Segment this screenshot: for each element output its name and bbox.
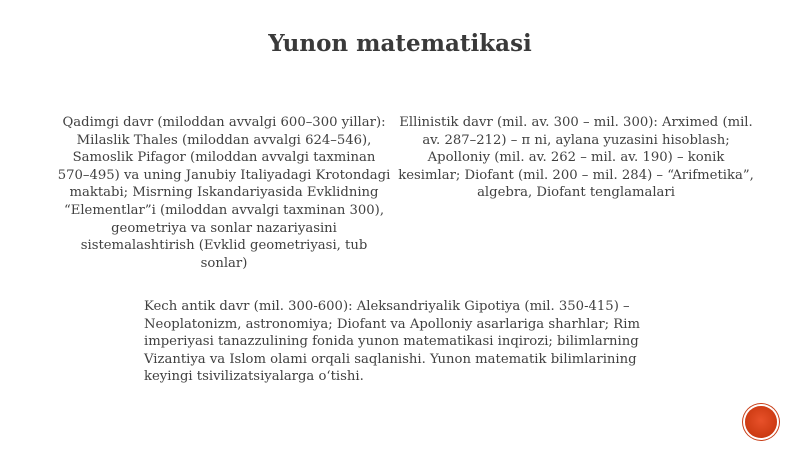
late-antiquity-text: Kech antik davr (mil. 300-600): Aleksandriyalik Gipotiya (mil. 350-415) – Neoplatonizm, astronomiya; Diofant va Apolloniy asarlariga sharhlar; Rim imperiyasi tanazzulining fonida yunon matematikasi inqirozi; bilimlarning Vizantiya va Islom olami orqali saqlanishi. Yunon matematik bilimlarining keyingi tsivilizatsiyalarga o‘tishi. [144,299,640,385]
ancient-period-text: Qadimgi davr (miloddan avvalgi 600–300 yillar): Milaslik Thales (miloddan avvalgi 624–546), Samoslik Pifagor (miloddan avvalgi taxminan 570–495) va uning Janubiy Italiyadagi Krotondagi maktabi; Misrning Iskandariyasida Evklidning “Elementlar”i (miloddan avvalgi taxminan 300), geometriya va sonlar nazariyasini sistemalashtirish (Evklid geometriyasi, tub sonlar) [57,115,391,271]
circle-button-icon[interactable] [745,406,777,438]
slide-title: Yunon matematikasi [268,30,532,57]
hellenistic-period-text: Ellinistik davr (mil. av. 300 – mil. 300): Arximed (mil. av. 287–212) – π ni, aylana yuzasini hisoblash; Apolloniy (mil. av. 262 – mil. av. 190) – konik kesimlar; Diofant (mil. 200 – mil. 284) – “Arifmetika”, algebra, Diofant tenglamalari [398,115,754,201]
